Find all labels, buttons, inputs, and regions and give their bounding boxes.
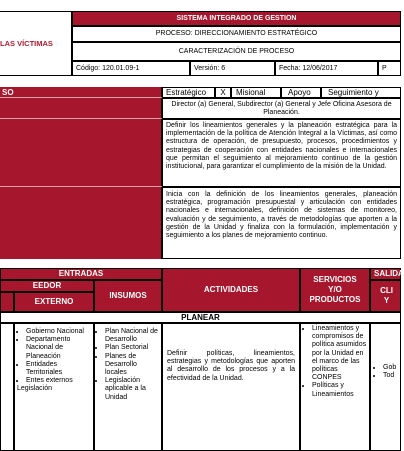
type-mark: X <box>215 87 231 98</box>
list-item: • Entes externos <box>26 377 91 385</box>
list-item: • Gob <box>383 364 400 372</box>
type-seguimiento: Seguimiento y <box>321 87 401 98</box>
servicios-header: SERVICIOS Y/O PRODUCTOS <box>300 268 370 312</box>
list-item: • Tod <box>383 372 400 380</box>
salidas-header: SALIDA <box>370 268 401 280</box>
list-item: • Gobierno Nacional <box>26 328 91 336</box>
lider-cell: Director (a) General, Subdirector (a) General y Jefe Oficina Asesora de Planeación. <box>162 98 401 119</box>
externo-cell <box>14 323 94 451</box>
proveedor-header: EEDOR <box>0 280 94 292</box>
alcance-cell: Inicia con la definición de los lineamientos generales, planeación estratégica, programación presupuestal y articulación con entidades nacionales e internacionales, definición de sistemas de monitoreo, evaluación y de seguimiento, a través de metodologías que aporten a la gestión de la Unidad y finaliza con la formulación, implementación y seguimiento a los planes de mejoramiento continuo. <box>162 187 401 259</box>
externo-header: EXTERNO <box>14 292 94 312</box>
list-item: • Plan Sectorial <box>105 344 159 352</box>
info-left-band <box>0 87 162 259</box>
actividades-header: ACTIVIDADES <box>162 268 300 312</box>
interno-header <box>0 292 14 312</box>
list-item: • Plan Nacional de Desarrollo <box>105 328 159 344</box>
date-cell: Fecha: 12/06/2017 <box>275 61 378 76</box>
interno-cell <box>0 323 14 451</box>
list-item: • Entidades Territoriales <box>26 361 91 377</box>
code-cell: Código: 120.01.09-1 <box>72 61 190 76</box>
proceso-label: SO <box>2 88 14 97</box>
entradas-header: ENTRADAS <box>0 268 162 280</box>
type-apoyo: Apoyo <box>281 87 321 98</box>
type-misional: Misional <box>231 87 281 98</box>
characterization-title: CARACTERIZACIÓN DE PROCESO <box>72 42 401 61</box>
list-item: Legislación <box>17 385 53 393</box>
list-item: • Departamento Nacional de Planeación <box>26 336 91 361</box>
insumos-header: INSUMOS <box>94 280 162 312</box>
type-estrategico: Estratégico <box>162 87 215 98</box>
objetivo-cell: Definir los lineamientos generales y la planeación estratégica para la implementación de la política de Atención Integral a la Víctimas, así como estructura de operación, de presupuesto, procesos, procedimientos y estrategias de cooperación con entidades nacionales e internacionales que permitan el seguimiento al mejoramiento continuo de la gestión institucional, para garantizar el cumplimiento de la misión de la Unidad. <box>162 119 401 187</box>
info-row-divider <box>0 186 162 187</box>
clientes-cell <box>370 323 401 451</box>
info-row-divider <box>0 118 162 119</box>
info-row-divider <box>0 97 162 98</box>
list-item: • Planes de Desarrollo locales <box>105 353 159 378</box>
phase-planear: PLANEAR <box>0 312 401 323</box>
clientes-header: CLI Y <box>370 280 401 312</box>
version-cell: Versión: 6 <box>190 61 275 76</box>
actividades-cell <box>162 323 300 451</box>
list-item: • Lineamientos y compromisos de política asumidos por la Unidad en el marco de las políticas CONPES <box>312 325 367 382</box>
insumos-cell <box>94 323 162 451</box>
process-line: PROCESO: DIRECCIONAMIENTO ESTRATÉGICO <box>72 26 401 42</box>
list-item: • Políticas y Lineamientos <box>312 382 367 398</box>
logo-text: LAS VÍCTIMAS <box>0 39 53 48</box>
servicios-cell <box>300 323 370 451</box>
actividad-text: Definir políticas, lineamientos, estrategias y metodologías que aporten al desarrollo de los procesos y a la efectividad de la Unidad. <box>167 350 295 382</box>
page-cell: P <box>378 61 401 76</box>
system-title: SISTEMA INTEGRADO DE GESTION <box>72 11 401 26</box>
list-item: • Legislación aplicable a la Unidad <box>105 377 159 402</box>
